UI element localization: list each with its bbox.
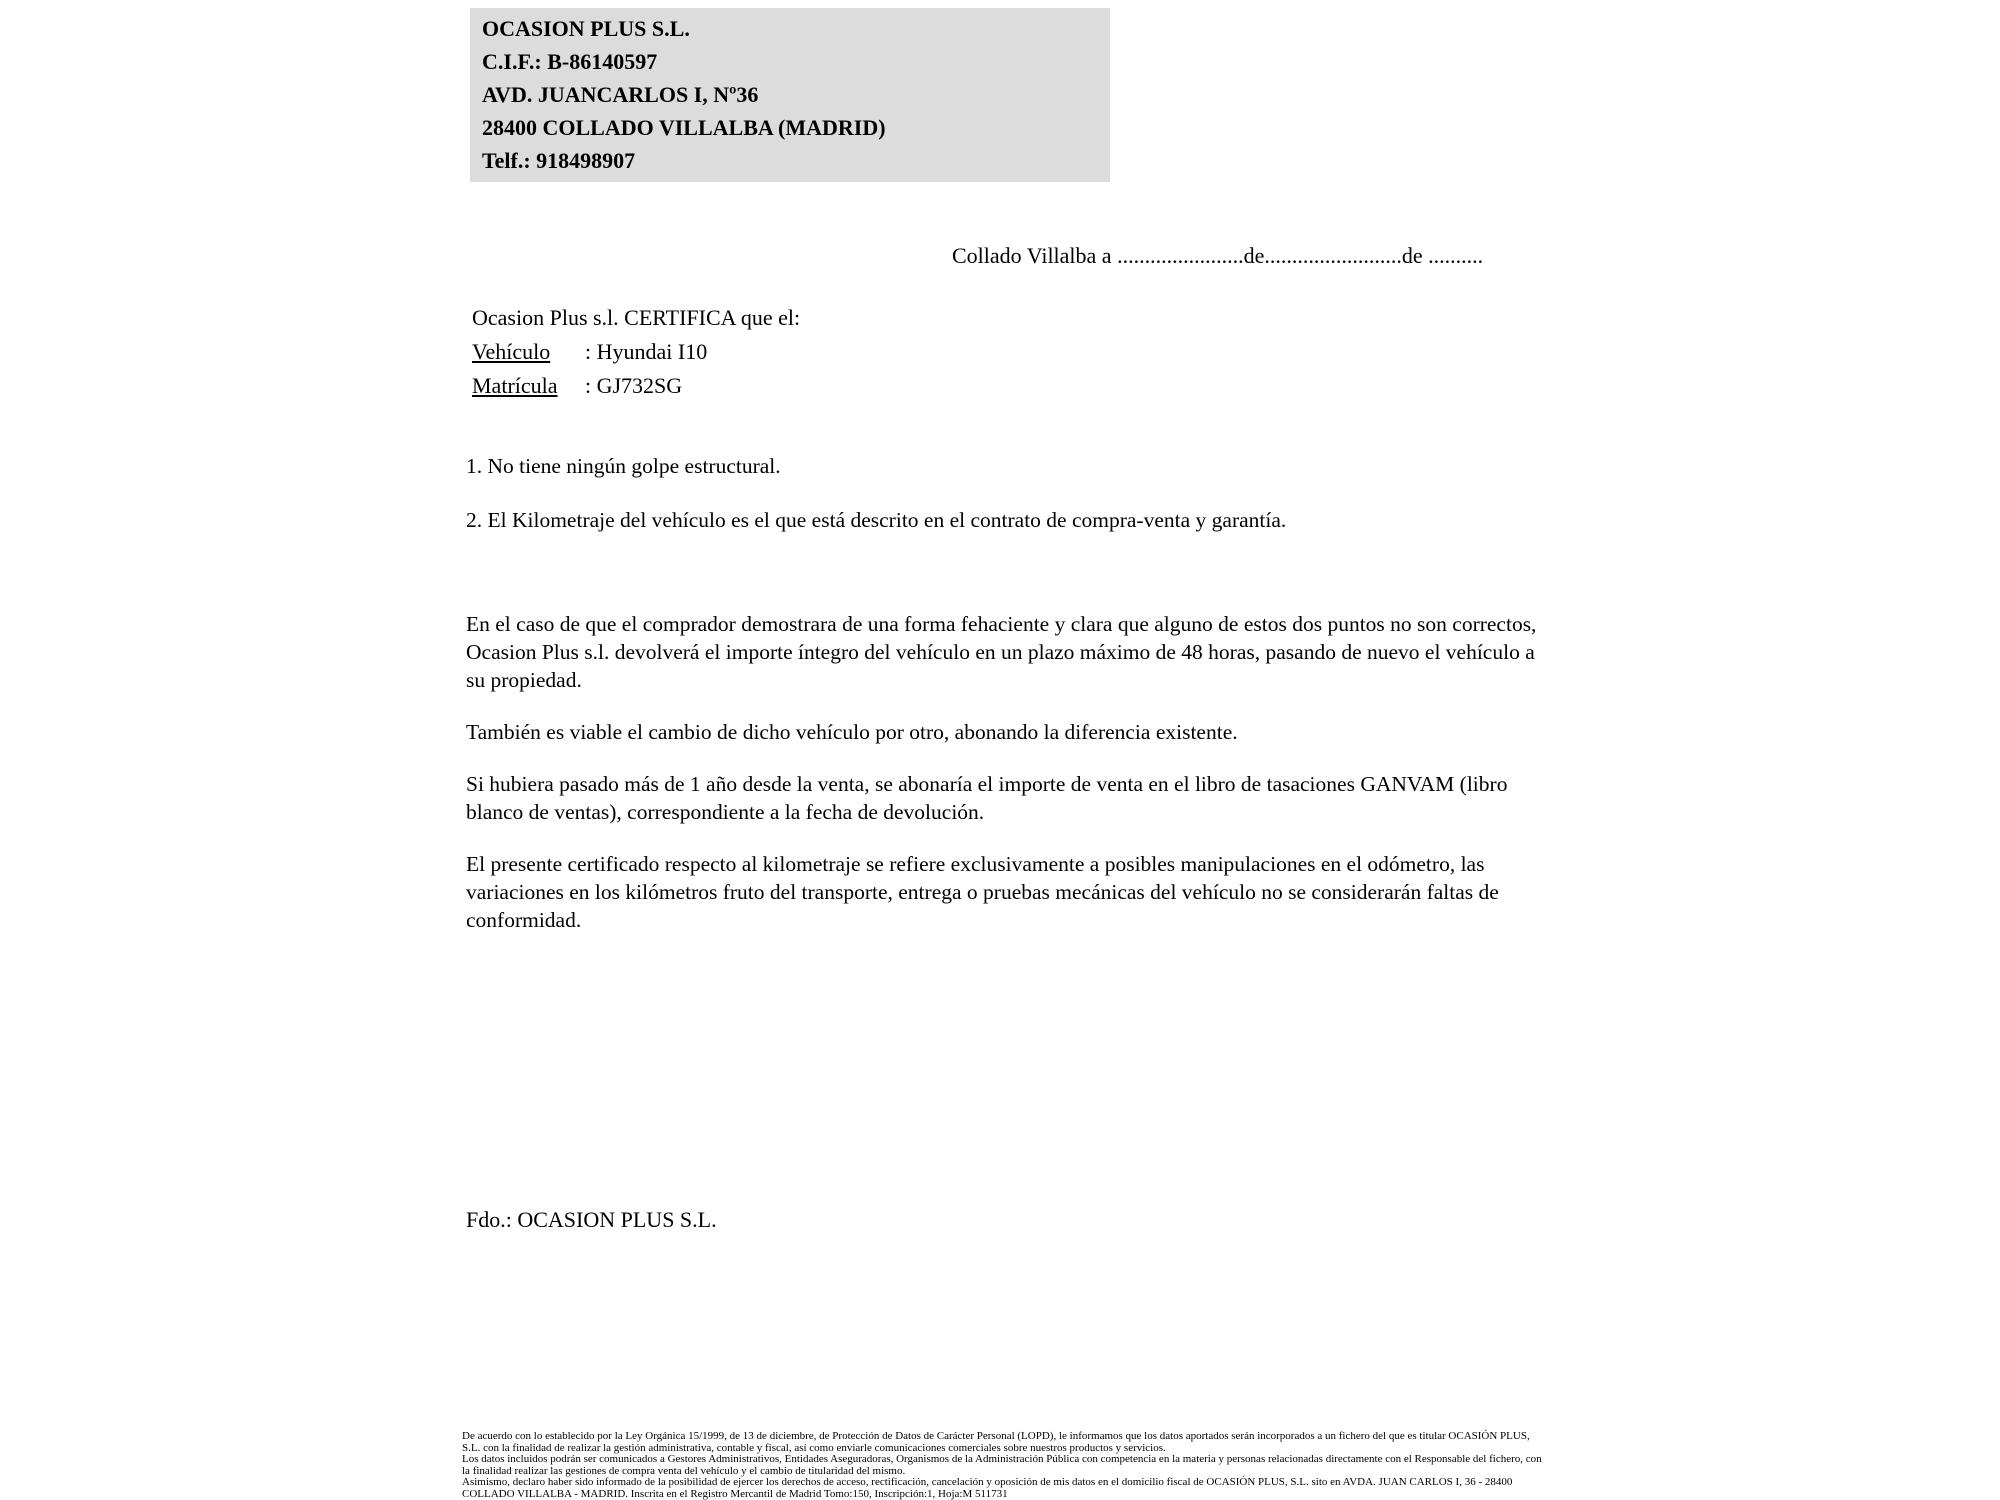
- company-city: 28400 COLLADO VILLALBA (MADRID): [482, 115, 886, 140]
- vehicle-row: [472, 335, 800, 369]
- paragraph-exchange: También es viable el cambio de dicho vehículo por otro, abonando la diferencia existente.: [466, 720, 1238, 744]
- point-mileage: 2. El Kilometraje del vehículo es el que está descrito en el contrato de compra-venta y garantía.: [466, 508, 1287, 532]
- vehicle-label-wrap: [472, 335, 585, 369]
- paragraph-ganvam: Si hubiera pasado más de 1 año desde la venta, se abonaría el importe de venta en el libro de tasaciones GANVAM (libro blanco de ventas), correspondiente a la fecha de devolución.: [466, 772, 1508, 824]
- plate-label-wrap: [472, 369, 585, 403]
- legal-paragraph-data-sharing: Los datos incluidos podrán ser comunicados a Gestores Administrativos, Entidades Aseguradoras, Organismos de la Administración Pública con competencia en la materia y personas relacionadas directamente con el Responsable del fichero, con la finalidad realizar las gestiones de compra venta del vehículo y el cambio de titularidad del mismo.: [462, 1453, 1542, 1477]
- certify-heading: Ocasion Plus s.l. CERTIFICA que el:: [472, 305, 801, 330]
- company-header-box: [470, 8, 1110, 182]
- company-cif: C.I.F.: B-86140597: [482, 49, 658, 74]
- point-structural: 1. No tiene ningún golpe estructural.: [466, 454, 781, 478]
- plate-row: [472, 369, 800, 403]
- body-paragraphs: [466, 610, 1548, 958]
- company-address: AVD. JUANCARLOS I, Nº36: [482, 82, 759, 107]
- paragraph-refund: En el caso de que el comprador demostrara de una forma fehaciente y clara que alguno de estos dos puntos no son correctos, Ocasion Plus s.l. devolverá el importe íntegro del vehículo en un plazo máximo de 48 horas, pasando de nuevo el vehículo a su propiedad.: [466, 612, 1537, 692]
- legal-footer: [462, 1431, 1550, 1500]
- plate-label: Matrícula: [472, 373, 558, 398]
- vehicle-label: Vehículo: [472, 339, 551, 364]
- company-name: OCASION PLUS S.L.: [482, 16, 690, 41]
- date-line: Collado Villalba a .......................de.........................de ..........: [952, 243, 1484, 268]
- legal-paragraph-rights: Asimismo, declaro haber sido informado de la posibilidad de ejercer los derechos de acceso, rectificación, cancelación y oposición de mis datos en el domicilio fiscal de OCASIÓN PLUS, S.L. sito en AVDA. JUAN CARLOS I, 36 - 28400 COLLADO VILLALBA - MADRID. Inscrita en el Registro Mercantil de Madrid Tomo:150, Inscripción:1, Hoja:M 511731: [462, 1476, 1513, 1500]
- certify-block: [472, 301, 800, 403]
- company-phone: Telf.: 918498907: [482, 148, 636, 173]
- signature-line: Fdo.: OCASION PLUS S.L.: [466, 1207, 717, 1232]
- legal-paragraph-lopd: De acuerdo con lo establecido por la Ley Orgánica 15/1999, de 13 de diciembre, de Protección de Datos de Carácter Personal (LOPD), le informamos que los datos aportados serán incorporados a un fichero del que es titular OCASIÓN PLUS, S.L. con la finalidad de realizar la gestión administrativa, contable y fiscal, así como enviarle comunicaciones comerciales sobre nuestros productos y servicios.: [462, 1430, 1530, 1454]
- plate-value: : GJ732SG: [585, 373, 683, 398]
- vehicle-value: : Hyundai I10: [585, 339, 708, 364]
- points-list: [466, 452, 1556, 560]
- paragraph-odometer: El presente certificado respecto al kilometraje se refiere exclusivamente a posibles manipulaciones en el odómetro, las variaciones en los kilómetros fruto del transporte, entrega o pruebas mecánicas del vehículo no se considerarán faltas de conformidad.: [466, 852, 1499, 932]
